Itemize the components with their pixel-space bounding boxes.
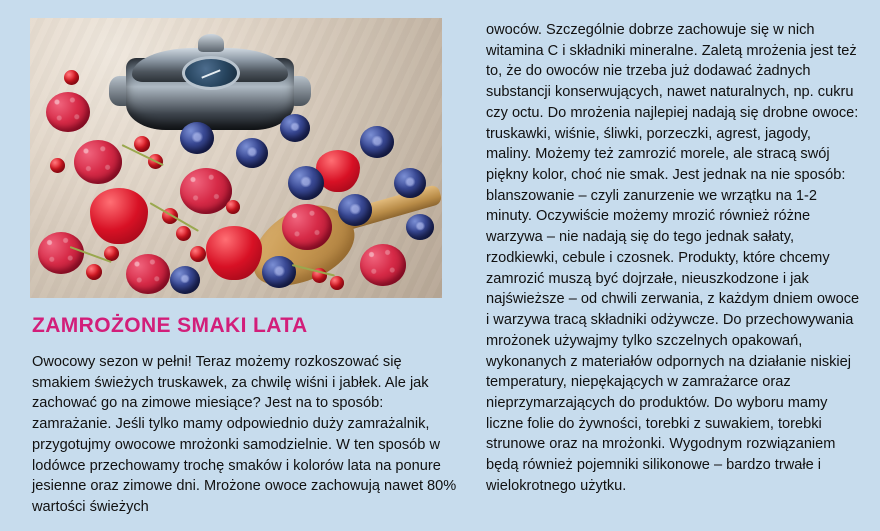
blueberry bbox=[338, 194, 372, 226]
blueberry bbox=[180, 122, 214, 154]
pot-knob bbox=[198, 34, 224, 52]
raspberry bbox=[180, 168, 232, 214]
article-text-right: owoców. Szczególnie dobrze zachowuje się w nich witamina C i składniki mineralne. Zaletą mrożenia jest też to, że do owoców nie trzeba już dodawać żadnych substancji konserwujących, nawet naturalnych, np. cukru czy octu. Do mrożenia najlepiej nadają się drobne owoce: truskawki, wiśnie, śliwki, porzeczki, agrest, jagody, maliny. Możemy też zamrozić morele, ale stracą swój piękny kolor, choć nie smak. Jest jednak na nie sposób: blanszowanie – czyli zanurzenie we wrzątku na 1-2 minuty. Oczywiście możemy mrozić również różne warzywa – nie nadają się do tego jednak sałaty, rzodkiewki, cebule i czosnek. Produkty, które chcemy zamrozić muszą być dojrzałe, nieuszkodzone i jak najświeższe – od chwili zerwania, z każdym dniem owoce i warzywa tracą składniki odżywcze. Do przechowywania mrożonek używajmy tylko szczelnych opakowań, wykonanych z materiałów odpornych na działanie niskiej temperatury, niepękających w zamrażarce oraz nieprzymarzających do produktów. Do wyboru mamy liczne folie do żywności, torebki z suwakiem, torebki strunowe oraz na mrożonki. Wygodnym rozwiązaniem będą również pojemniki silikonowe – bardzo trwałe i wielokrotnego użytku. bbox=[486, 22, 860, 494]
raspberry bbox=[38, 232, 84, 274]
redcurrant bbox=[64, 70, 79, 85]
redcurrant bbox=[226, 200, 240, 214]
cooking-pot bbox=[126, 32, 294, 136]
blueberry bbox=[170, 266, 200, 294]
right-column bbox=[486, 18, 860, 521]
redcurrant bbox=[330, 276, 344, 290]
page-title: ZAMROŻONE SMAKI LATA bbox=[32, 314, 308, 337]
blueberry bbox=[236, 138, 268, 168]
redcurrant bbox=[134, 136, 150, 152]
article-text-left: Owocowy sezon w pełni! Teraz możemy rozkoszować się smakiem świeżych truskawek, za chwilę wiśni i jabłek. Ale jak zachować go na zimowe miesiące? Jest na to sposób: zamrażanie. Jeśli tylko mamy odpowiednio duży zamrażalnik, przygotujmy owocowe mrożonki samodzielnie. W ten sposób w lodówce przechowamy trochę smaków i kolorów lata na ponure jesienne oraz zimowe dni. Mrożone owoce zachowują nawet 80% wartości świeżych bbox=[32, 354, 457, 516]
redcurrant bbox=[86, 264, 102, 280]
blueberry bbox=[360, 126, 394, 158]
raspberry bbox=[360, 244, 406, 286]
blueberry bbox=[288, 166, 324, 200]
blueberry bbox=[394, 168, 426, 198]
blueberry bbox=[406, 214, 434, 240]
raspberry bbox=[46, 92, 90, 132]
redcurrant bbox=[50, 158, 65, 173]
pot-thermometer-icon bbox=[182, 56, 240, 90]
raspberry bbox=[282, 204, 332, 250]
left-column bbox=[30, 18, 460, 521]
redcurrant bbox=[176, 226, 191, 241]
redcurrant bbox=[190, 246, 206, 262]
blueberry bbox=[280, 114, 310, 142]
raspberry bbox=[126, 254, 170, 294]
blueberry bbox=[262, 256, 296, 288]
raspberry bbox=[74, 140, 122, 184]
article-photo bbox=[30, 18, 442, 298]
